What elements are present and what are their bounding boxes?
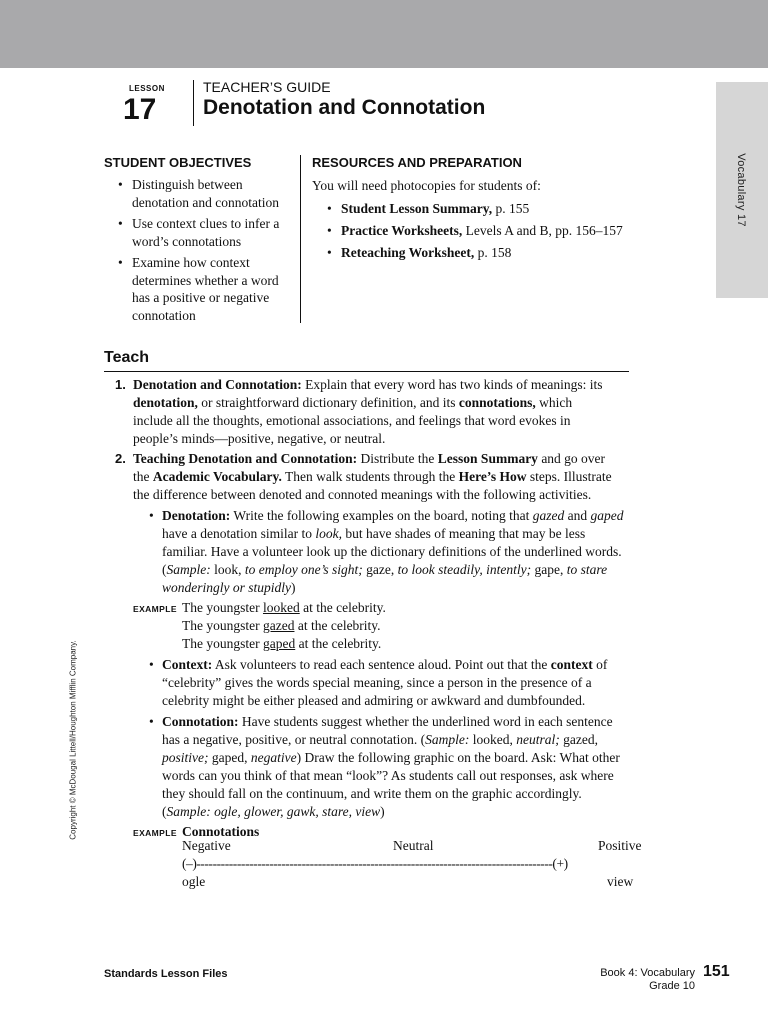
- text-run: Write the following examples on the board, noting that: [230, 508, 533, 523]
- text-run: gaped,: [208, 750, 251, 765]
- text-run: have a denotation similar to: [162, 526, 316, 541]
- text-run: at the celebrity.: [294, 618, 381, 633]
- resource-detail: p. 155: [492, 201, 530, 216]
- continuum-positive-label: Positive: [598, 838, 642, 853]
- italic-term: to stare wonderingly or stupidly: [162, 562, 608, 595]
- continuum-title: Connotations: [182, 824, 260, 839]
- resources-list: [327, 198, 623, 264]
- teach-item-teaching: [133, 450, 618, 504]
- example-label: EXAMPLE: [133, 604, 177, 614]
- italic-term: to employ one’s sight;: [244, 562, 363, 577]
- example-sentence: [182, 599, 386, 617]
- bullet-mark: •: [149, 714, 154, 729]
- item-number: 2.: [115, 451, 126, 466]
- underlined-word: looked: [262, 600, 300, 615]
- italic-term: Sample: ogle, glower, gawk, stare, view: [166, 804, 381, 819]
- text-run: of “celebrity” gives the words special meaning, since a person in the presence of a celebrity might be either pleased and admiring or awkward and dumbfounded.: [162, 657, 608, 708]
- resource-item: [327, 220, 623, 242]
- example-sentence: [182, 617, 381, 635]
- footer-book-info: [600, 967, 695, 993]
- text-run: Then walk students through the: [281, 469, 459, 484]
- text-run: and: [564, 508, 591, 523]
- item-number: 1.: [115, 377, 126, 392]
- activity-title: Denotation:: [162, 508, 231, 523]
- text-run: Have students suggest whether the underlined word in each sentence has a negative, positive, or neutral connotation. (: [162, 714, 613, 747]
- italic-term: neutral;: [516, 732, 560, 747]
- resource-item: [327, 242, 623, 264]
- objective-item: • Distinguish between denotation and connotation: [118, 176, 294, 211]
- guide-label: TEACHER’S GUIDE: [203, 79, 331, 95]
- bold-term: Academic Vocabulary.: [152, 469, 282, 484]
- text-run: but have shades of meaning that may be less familiar. Have a volunteer look up the dictionary definitions of the underlined words. (: [162, 526, 622, 577]
- bold-term: context: [550, 657, 593, 672]
- italic-term: to look steadily, intently;: [397, 562, 532, 577]
- activity-title: Context:: [162, 657, 213, 672]
- teach-rule: [104, 371, 629, 372]
- text-run: Ask volunteers to read each sentence aloud. Point out that the: [212, 657, 551, 672]
- footer-grade: Grade 10: [649, 980, 695, 992]
- page-number: 151: [703, 963, 730, 980]
- text-run: ) Draw the following graphic on the board. Ask: What other words can you think of that mean “look”? As students call out responses, ask where they should fall on the continuum, and write them on the graphic accordingly. (: [162, 750, 620, 819]
- side-tab-label: Vocabulary 17: [735, 153, 747, 227]
- italic-term: gazed: [532, 508, 565, 523]
- text-run: and go over the: [133, 451, 606, 484]
- page-title: Denotation and Connotation: [203, 96, 486, 119]
- objective-item: • Examine how context determines whether a word has a positive or negative connotation: [118, 254, 294, 324]
- context-activity: [162, 656, 630, 710]
- continuum-scale: (–)----------------------------------------------------------------------------------------(+): [182, 856, 568, 871]
- resource-title: Student Lesson Summary,: [341, 201, 493, 216]
- text-run: ): [291, 580, 296, 595]
- bold-term: Lesson Summary: [437, 451, 538, 466]
- continuum-left-word: ogle: [182, 874, 206, 889]
- text-run: The youngster: [182, 600, 263, 615]
- item-title: Denotation and Connotation:: [133, 377, 302, 392]
- continuum-negative-label: Negative: [182, 838, 231, 853]
- lesson-number: 17: [123, 93, 157, 126]
- italic-term: Sample:: [425, 732, 470, 747]
- connotation-activity: [162, 713, 628, 821]
- bullet-mark: •: [149, 657, 154, 672]
- text-run: Distribute the: [357, 451, 438, 466]
- text-run: Explain that every word has two kinds of meanings: its: [301, 377, 603, 392]
- teach-item-denotation-connotation: [133, 376, 613, 448]
- text-run: gaze,: [362, 562, 398, 577]
- item-title: Teaching Denotation and Connotation:: [133, 451, 358, 466]
- resources-intro: You will need photocopies for students of:: [312, 178, 541, 193]
- footer-title: Standards Lesson Files: [104, 968, 228, 980]
- footer-book: Book 4: Vocabulary: [600, 967, 695, 979]
- continuum-neutral-label: Neutral: [393, 838, 434, 853]
- top-band: [0, 0, 768, 68]
- title-divider: [193, 80, 194, 126]
- teach-heading: Teach: [104, 349, 150, 366]
- bold-term: connotations,: [458, 395, 536, 410]
- italic-term: Sample:: [166, 562, 211, 577]
- text-run: gazed,: [559, 732, 599, 747]
- text-run: looked,: [469, 732, 517, 747]
- text-run: at the celebrity.: [295, 636, 382, 651]
- example-label: EXAMPLE: [133, 828, 177, 838]
- underlined-word: gaped: [262, 636, 296, 651]
- text-run: ): [380, 804, 385, 819]
- italic-term: negative: [250, 750, 297, 765]
- text-run: gape,: [531, 562, 567, 577]
- lesson-label: LESSON: [129, 84, 165, 93]
- denotation-activity: [162, 507, 627, 597]
- italic-term: gaped: [590, 508, 624, 523]
- objective-item: • Use context clues to infer a word’s connotations: [118, 215, 294, 250]
- resource-title: Reteaching Worksheet,: [341, 245, 475, 260]
- resources-heading: RESOURCES AND PREPARATION: [312, 155, 522, 170]
- underlined-word: gazed: [262, 618, 295, 633]
- text-run: look,: [210, 562, 245, 577]
- objectives-list: [118, 176, 294, 328]
- resource-detail: Levels A and B, pp. 156–157: [462, 223, 623, 238]
- text-run: at the celebrity.: [299, 600, 386, 615]
- italic-term: look,: [315, 526, 342, 541]
- example-sentence: [182, 635, 381, 653]
- text-run: The youngster: [182, 636, 263, 651]
- text-run: The youngster: [182, 618, 263, 633]
- bullet-mark: •: [149, 508, 154, 523]
- italic-term: positive;: [162, 750, 209, 765]
- activity-title: Connotation:: [162, 714, 239, 729]
- text-run: which include all the thoughts, emotional associations, and feelings that word evokes in people’s minds—positive, negative, or neutral.: [133, 395, 573, 446]
- resource-detail: p. 158: [474, 245, 512, 260]
- bold-term: denotation,: [133, 395, 198, 410]
- text-run: steps. Illustrate the difference between denoted and connoted meanings with the following activities.: [133, 469, 612, 502]
- objectives-heading: STUDENT OBJECTIVES: [104, 155, 252, 170]
- text-run: or straightforward dictionary definition, and its: [197, 395, 459, 410]
- continuum-right-word: view: [607, 874, 634, 889]
- resource-title: Practice Worksheets,: [341, 223, 463, 238]
- column-divider: [300, 155, 301, 323]
- bold-term: Here’s How: [458, 469, 527, 484]
- copyright-notice: Copyright © McDougal Littell/Houghton Mifflin Company.: [68, 640, 78, 840]
- resource-item: [327, 198, 623, 220]
